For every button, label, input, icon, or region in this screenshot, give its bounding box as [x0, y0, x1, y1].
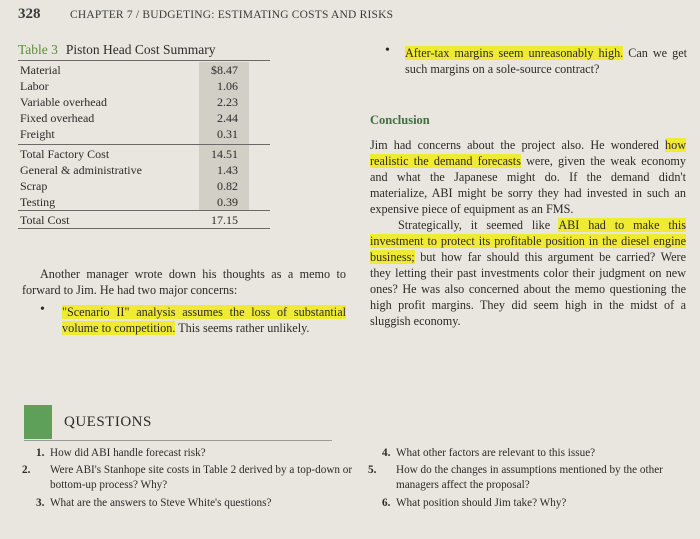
concern-bullet-2 [405, 45, 687, 77]
table-total-rule [18, 210, 270, 211]
bullet-text: Can we get such margins on a sole-source contract? [405, 46, 687, 76]
row-label: Variable overhead [20, 95, 107, 109]
question-text: How do the changes in assumptions mentioned by the other managers affect the proposal? [396, 464, 663, 491]
row-label: Freight [20, 127, 55, 141]
questions-rule [24, 440, 332, 441]
table-row [18, 62, 270, 78]
table-row [18, 94, 270, 110]
row-value: 1.43 [217, 163, 238, 177]
question-number: 1. [36, 447, 45, 459]
row-value: 17.15 [211, 213, 238, 227]
question-item [368, 463, 700, 493]
highlighted-text: how realistic the demand forecasts [370, 138, 686, 168]
table-row [18, 212, 270, 228]
question-item [382, 496, 688, 511]
row-value: 14.51 [211, 147, 238, 161]
table-row [18, 146, 270, 162]
question-number: 5. [368, 464, 377, 476]
row-label: Total Factory Cost [20, 147, 110, 161]
question-text: What other factors are relevant to this issue? [396, 447, 596, 459]
table-mid-rule [18, 144, 270, 145]
highlighted-text: "Scenario II" analysis assumes the loss of substantial volume to competition. [62, 305, 346, 335]
question-item [36, 496, 356, 511]
table-row [18, 78, 270, 94]
row-value: 1.06 [217, 79, 238, 93]
question-number: 2. [22, 464, 31, 476]
memo-intro-paragraph: Another manager wrote down his thoughts as a memo to forward to Jim. He had two major concerns: [22, 267, 346, 297]
questions-heading: QUESTIONS [64, 414, 152, 430]
text: Strategically, it seemed like [398, 218, 559, 232]
table-title [18, 42, 216, 58]
row-value: 2.23 [217, 95, 238, 109]
question-number: 6. [382, 497, 391, 509]
question-number: 4. [382, 447, 391, 459]
page-number: 328 [18, 6, 41, 22]
row-label: General & administrative [20, 163, 142, 177]
conclusion-paragraph-2 [370, 217, 686, 329]
row-value: 0.39 [217, 195, 238, 209]
row-label: Testing [20, 195, 56, 209]
conclusion-paragraph-1 [370, 137, 686, 217]
question-text: What position should Jim take? Why? [396, 497, 567, 509]
chapter-title: CHAPTER 7 / BUDGETING: ESTIMATING COSTS AND RISKS [70, 9, 394, 21]
table-row [18, 126, 270, 142]
highlighted-text: ABI had to make this investment to protect its profitable position in the diesel engine business; [370, 218, 686, 264]
questions-accent-block [24, 405, 52, 439]
row-label: Labor [20, 79, 49, 93]
text: were, given the weak economy and what the Japanese might do. If the demand didn't materialize, ABI might be sorry they had invested in such an expensive piece of equipment as an FMS. [370, 154, 686, 216]
text: Jim had concerns about the project also. He wondered [370, 138, 665, 152]
bullet-text: This seems rather unlikely. [175, 321, 310, 335]
table-caption: Piston Head Cost Summary [65, 42, 216, 57]
bullet-icon: • [40, 302, 45, 317]
bullet-icon: • [385, 43, 390, 58]
question-text: How did ABI handle forecast risk? [50, 447, 206, 459]
row-label: Total Cost [20, 213, 70, 227]
question-text: What are the answers to Steve White's questions? [50, 497, 272, 509]
question-item [22, 463, 368, 493]
table-bottom-rule [18, 228, 270, 229]
row-value: 2.44 [217, 111, 238, 125]
question-number: 3. [36, 497, 45, 509]
row-value: 0.31 [217, 127, 238, 141]
concern-bullet-1 [62, 304, 346, 336]
table-row [18, 194, 270, 210]
row-label: Material [20, 63, 61, 77]
question-text: Were ABI's Stanhope site costs in Table 2 derived by a top-down or bottom-up process? Why? [50, 464, 353, 491]
row-value: $8.47 [211, 63, 238, 77]
question-item [382, 446, 688, 461]
text: but how far should this argument be carried? Were they letting their past investments color their judgment on new ones? He was also concerned about the memo questioning the high profit margins. They did seem high in the midst of a sluggish economy. [370, 250, 686, 328]
table-row [18, 162, 270, 178]
question-item [36, 446, 356, 461]
table-label: Table 3 [18, 42, 58, 57]
table-row [18, 178, 270, 194]
table-row [18, 110, 270, 126]
conclusion-heading: Conclusion [370, 113, 430, 127]
highlighted-text: After-tax margins seem unreasonably high. [405, 46, 624, 60]
row-label: Fixed overhead [20, 111, 95, 125]
row-label: Scrap [20, 179, 48, 193]
row-value: 0.82 [217, 179, 238, 193]
table-top-rule [18, 60, 270, 61]
